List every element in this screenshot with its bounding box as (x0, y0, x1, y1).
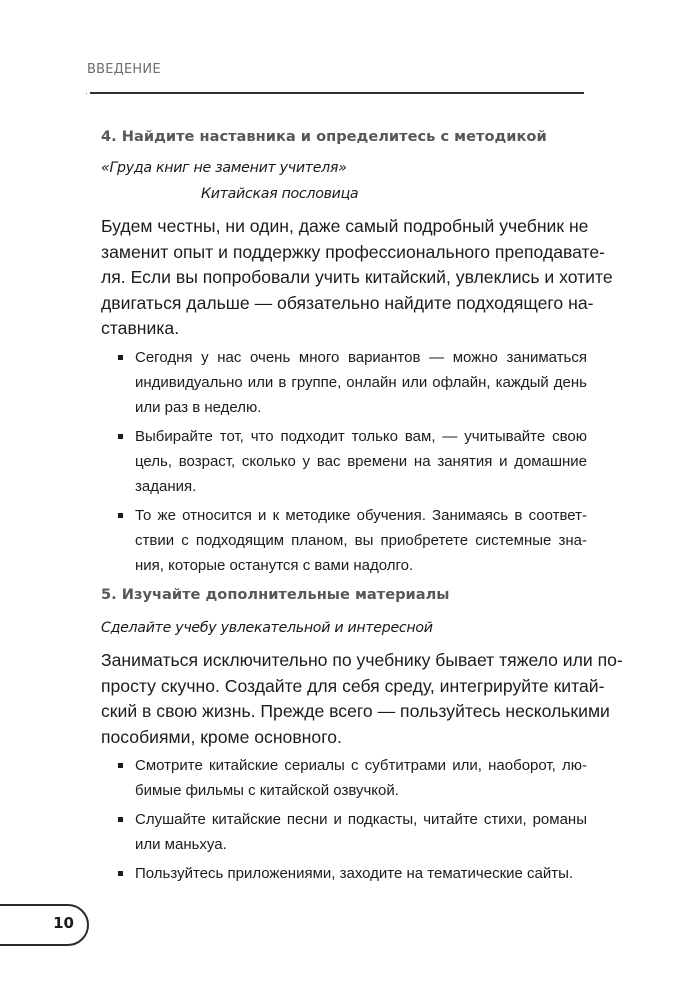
header-rule (90, 92, 584, 94)
bullet-line: индивидуально или в группе, онлайн или офлайн, каждый день (135, 374, 587, 391)
header-rule-dot (86, 93, 87, 94)
bullet-item (117, 807, 587, 857)
bullet-line: задания. (135, 478, 197, 495)
paragraph-line: пособиями, кроме основного. (101, 726, 342, 747)
bullet-line: цель, возраст, сколько у вас времени на занятия и домашние (135, 453, 587, 470)
bullet-line: или раз в неделю. (135, 399, 262, 416)
bullet-line: ствии с подходящим планом, вы приобретете системные зна- (135, 532, 587, 549)
section-5-subheading: Сделайте учебу увлекательной и интересной (101, 620, 433, 636)
section-5-bullet-list (117, 753, 587, 886)
paragraph-line: Будем честны, ни один, даже самый подробный учебник не (101, 216, 589, 236)
paragraph-line: ля. Если вы попробовали учить китайский, увлеклись и хотите (101, 267, 613, 288)
bullet-item (117, 753, 587, 803)
bullet-line: или маньхуа. (135, 836, 227, 853)
paragraph-line: просту скучно. Создайте для себя среду, интегрируйте китай- (101, 675, 605, 696)
section-5-heading: 5. Изучайте дополнительные материалы (101, 586, 450, 603)
bullet-item (117, 345, 587, 420)
paragraph-line: ский в свою жизнь. Прежде всего — пользуйтесь несколькими (101, 701, 610, 722)
bullet-line: Слушайте китайские песни и подкасты, читайте стихи, романы (135, 811, 587, 828)
square-bullet-icon (118, 871, 123, 876)
square-bullet-icon (118, 513, 123, 518)
paragraph-line: двигаться дальше — обязательно найдите подходящего на- (101, 292, 594, 313)
page-number: 10 (53, 914, 74, 932)
bullet-item (117, 861, 587, 886)
section-4-bullet-list (117, 345, 587, 578)
square-bullet-icon (118, 355, 123, 360)
bullet-line: То же относится и к методике обучения. Занимаясь в соответ- (135, 507, 587, 524)
paragraph-line: заменит опыт и поддержку профессионального преподавате- (101, 241, 606, 262)
square-bullet-icon (118, 434, 123, 439)
bullet-line: Пользуйтесь приложениями, заходите на тематические сайты. (135, 865, 574, 882)
section-4-heading: 4. Найдите наставника и определитесь с методикой (101, 128, 547, 145)
bullet-line: бимые фильмы с китайской озвучкой. (135, 782, 399, 799)
section-4-paragraph (101, 214, 613, 342)
bullet-item (117, 424, 587, 499)
bullet-line: Смотрите китайские сериалы с субтитрами или, наоборот, лю- (135, 757, 587, 774)
paragraph-line: Заниматься исключительно по учебнику бывает тяжело или по- (101, 650, 623, 670)
square-bullet-icon (118, 763, 123, 768)
bullet-line: Выбирайте тот, что подходит только вам, — учитывайте свою (135, 428, 587, 445)
section-5-paragraph (101, 648, 623, 750)
bullet-line: Сегодня у нас очень много вариантов — можно заниматься (135, 349, 587, 366)
square-bullet-icon (118, 817, 123, 822)
running-head: ВВЕДЕНИЕ (87, 62, 161, 77)
bullet-item (117, 503, 587, 578)
epigraph-quote: «Груда книг не заменит учителя» (101, 160, 347, 176)
epigraph-source: Китайская пословица (201, 186, 359, 202)
bullet-line: ния, которые останутся с вами надолго. (135, 557, 414, 574)
paragraph-line: ставника. (101, 318, 180, 339)
